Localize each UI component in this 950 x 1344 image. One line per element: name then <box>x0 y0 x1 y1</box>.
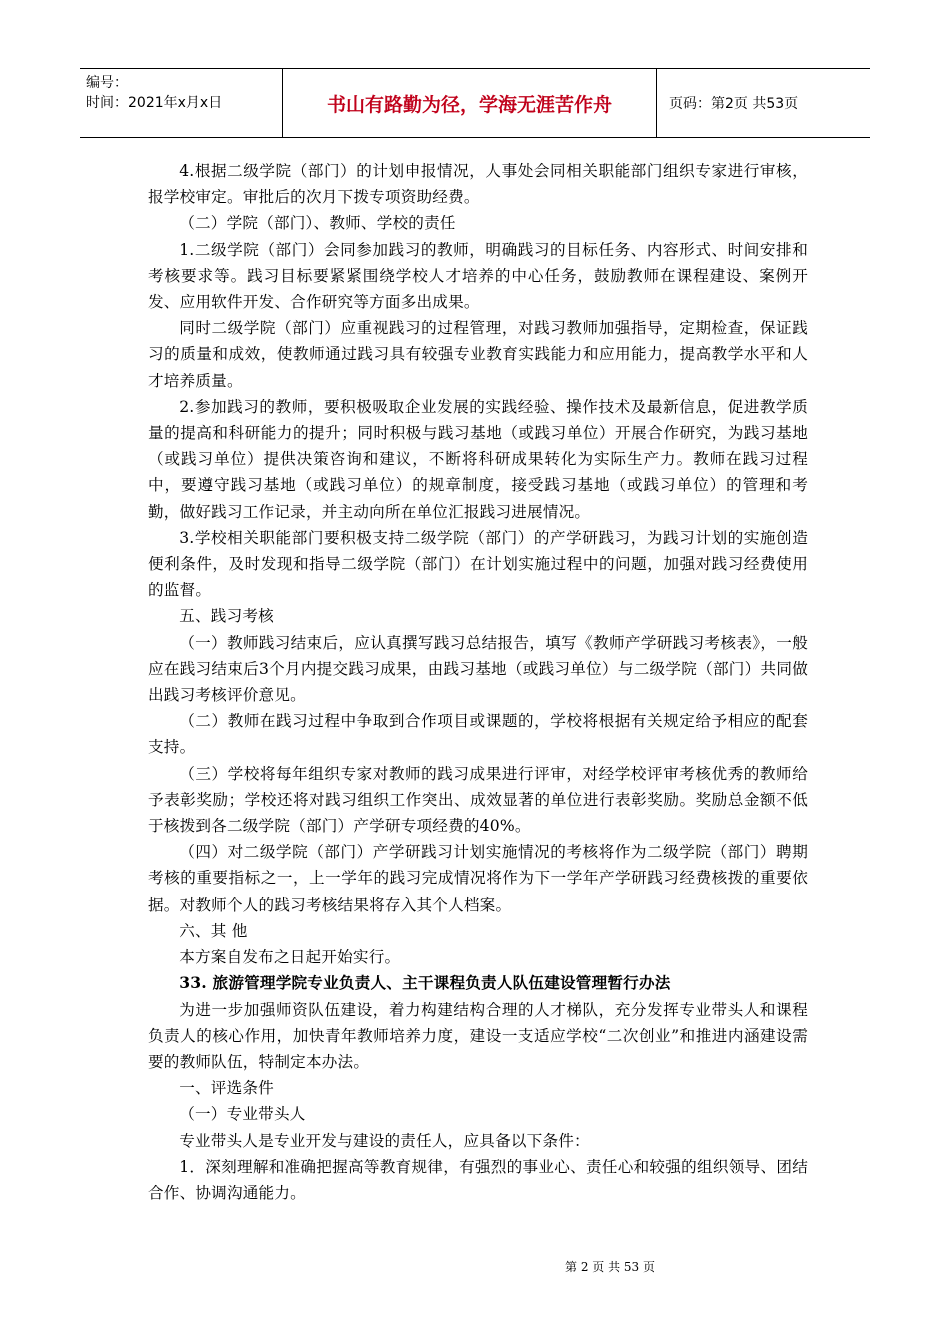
section-heading: 33. 旅游管理学院专业负责人、主干课程负责人队伍建设管理暂行办法 <box>179 973 671 993</box>
paragraph: 1．深刻理解和准确把握高等教育规律，有强烈的事业心、责任心和较强的组织领导、团结合作、协调沟通能力。 <box>148 1157 808 1202</box>
footer-page-number: 第 2 页 共 53 页 <box>565 1260 655 1274</box>
paragraph: 3.学校相关职能部门要积极支持二级学院（部门）的产学研践习，为践习计划的实施创造便利条件，及时发现和指导二级学院（部门）在计划实施过程中的问题，加强对践习经费使用的监督。 <box>148 528 808 600</box>
paragraph: （一）专业带头人 <box>179 1105 306 1124</box>
paragraph: （四）对二级学院（部门）产学研践习计划实施情况的考核将作为二级学院（部门）聘期考核的重要指标之一，上一学年的践习完成情况将作为下一学年产学研践习经费核拨的重要依据。对教师个人的践习考核结果将存入其个人档案。 <box>148 843 808 914</box>
paragraph: （一）教师践习结束后，应认真撰写践习总结报告，填写《教师产学研践习考核表》，一般应在践习结束后3个月内提交践习成果，由践习基地（或践习单位）与二级学院（部门）共同做出践习考核评价意见。 <box>148 633 808 705</box>
paragraph: 五、践习考核 <box>179 607 274 626</box>
doc-number-label: 编号： <box>86 75 128 91</box>
paragraph: 本方案自发布之日起开始实行。 <box>179 948 401 967</box>
page-header <box>80 68 870 138</box>
header-meta <box>80 69 283 137</box>
paragraph: （二）教师在践习过程中争取到合作项目或课题的，学校将根据有关规定给予相应的配套支持。 <box>148 712 808 757</box>
paragraph: 一、评选条件 <box>179 1079 274 1098</box>
document-body <box>148 158 808 1206</box>
header-motto: 书山有路勤为径，学海无涯苦作舟 <box>283 69 657 137</box>
paragraph: 为进一步加强师资队伍建设，着力构建结构合理的人才梯队，充分发挥专业带头人和课程负责人的核心作用，加快青年教师培养力度，建设一支适应学校“二次创业”和推进内涵建设需要的教师队伍，特制定本办法。 <box>148 1000 808 1071</box>
paragraph: 同时二级学院（部门）应重视践习的过程管理，对践习教师加强指导，定期检查，保证践习的质量和成效，使教师通过践习具有较强专业教育实践能力和应用能力，提高教学水平和人才培养质量。 <box>148 319 808 390</box>
paragraph: 2.参加践习的教师，要积极吸取企业发展的实践经验、操作技术及最新信息，促进教学质量的提高和科研能力的提升；同时积极与践习基地（或践习单位）开展合作研究，为践习基地（或践习单位）提供决策咨询和建议，不断将科研成果转化为实际生产力。教师在践习过程中，要遵守践习基地（或践习单位）的规章制度，接受践习基地（或践习单位）的管理和考勤，做好践习工作记录，并主动向所在单位汇报践习进展情况。 <box>148 397 808 521</box>
time-label: 时间：2021年x月x日 <box>86 95 223 111</box>
paragraph: （二）学院（部门）、教师、学校的责任 <box>179 214 456 233</box>
paragraph: （三）学校将每年组织专家对教师的践习成果进行评审，对经学校评审考核优秀的教师给予表彰奖励；学校还将对践习组织工作突出、成效显著的单位进行表彰奖励。奖励总金额不低于核拨到各二级学院（部门）产学研专项经费的40%。 <box>148 764 808 836</box>
paragraph: 六、其 他 <box>179 921 248 940</box>
paragraph: 专业带头人是专业开发与建设的责任人，应具备以下条件： <box>179 1131 590 1150</box>
paragraph: 4.根据二级学院（部门）的计划申报情况，人事处会同相关职能部门组织专家进行审核，报学校审定。审批后的次月下拨专项资助经费。 <box>148 162 808 207</box>
header-page-number: 页码：第2页 共53页 <box>669 96 799 112</box>
paragraph: 1.二级学院（部门）会同参加践习的教师，明确践习的目标任务、内容形式、时间安排和考核要求等。践习目标要紧紧围绕学校人才培养的中心任务，鼓励教师在课程建设、案例开发、应用软件开发、合作研究等方面多出成果。 <box>148 240 808 312</box>
